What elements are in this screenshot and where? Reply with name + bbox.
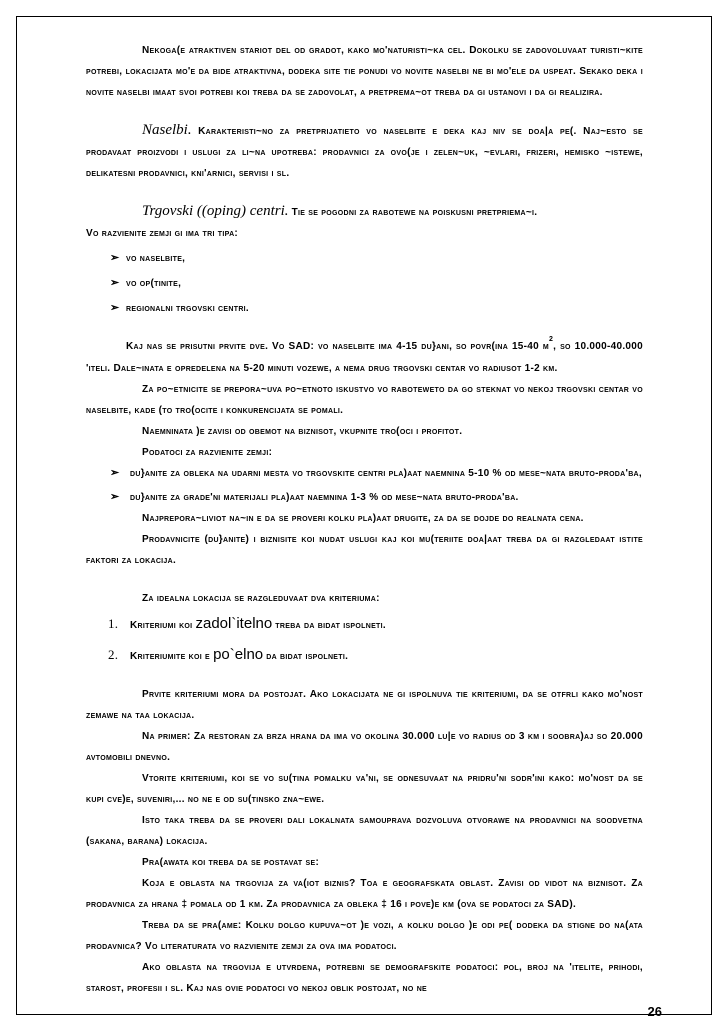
list-item: 1. Kriteriumi koi zadol`itelno treba da bidat ispolneti. bbox=[108, 615, 386, 632]
paragraph-pocetnici: Za po~etnicite se prepora~uva po~etnoto iskustvo vo raboteweto da go steknat vo nekoj trgovski centar vo naselbite, kade (to tro(ocite i konkurencijata se pomali. bbox=[86, 384, 643, 416]
list-item: 2. Kriteriumite koi e po`elno da bidat ispolneti. bbox=[108, 646, 349, 663]
paragraph-prasawata: Pra(awata koi treba da se postavat se: bbox=[142, 857, 320, 868]
paragraph-naemnina: Naemninata )e zavisi od obemot na biznisot, vkupnite tro(oci i profitot. bbox=[142, 426, 463, 437]
arrow-bullet-icon: ➢ bbox=[110, 491, 120, 503]
paragraph-vtorite: Vtorite kriteriumi, koi se vo su(tina pomalku va'ni, se odnesuvaat na pridru'ni sodr'ini kako: mo'nost da se kupi cve)e, suveniri,... no ne e od su(tinsko zna~ewe. bbox=[86, 773, 643, 805]
paragraph-intro: Nekoga(e atraktiven stariot del od gradot, kako mo'naturisti~ka cel. Dokolku se zadovoluvaat turisti~kite potrebi, lokacijata mo'e da bide atraktivna, dodeka site tie ponudi vo novite naselbi ne bi mo'ele da uspeat. Sekako deka i novite naselbi imaat svoi potrebi koi treba da se zadovolat, a pretprema~ot treba da gi ustanovi i da gi realizira. bbox=[86, 45, 643, 98]
paragraph-ako: Ako oblasta na trgovija e utvrdena, potrebni se demografskite podatoci: pol, broj na 'itelite, prihodi, starost, profesii i sl. Kaj nas ovie podatoci vo nekoj oblik postojat, no ne bbox=[86, 962, 643, 994]
paragraph-trgovski bbox=[86, 201, 643, 223]
list-item: ➢ vo op(tinite, bbox=[86, 273, 643, 294]
paragraph-koja: Koja e oblasta na trgovija za va(iot biznis? Toa e geografskata oblast. Zavisi od vidot na biznisot. Za prodavnica za hrana ‡ pomala od 1 km. Za prodavnica za obleka ‡ 16 i pove)e km (ova se podatoci za SAD). bbox=[86, 878, 643, 910]
paragraph-podatoci: Podatoci za razvienite zemji: bbox=[142, 447, 273, 458]
paragraph-isto: Isto taka treba da se proveri dali lokalnata samouprava dozvoluva otvorawe na prodavnici na soodvetna (sakana, barana) lokacija. bbox=[86, 815, 643, 847]
list-item: ➢ du}anite za obleka na udarni mesta vo trgovskite centri pla)aat naemnina 5-10 % od mese~nata bruto-proda'ba, bbox=[86, 463, 643, 484]
paragraph-primer: Na primer: Za restoran za brza hrana da ima vo okolina 30.000 lu|e vo radius od 3 km i soobra)aj so 20.000 avtomobili dnevno. bbox=[86, 731, 643, 763]
heading-trgovski-centri: Trgovski ((oping) centri. bbox=[142, 203, 289, 219]
rent-list bbox=[86, 463, 643, 508]
list-item: ➢ regionalni trgovski centri. bbox=[86, 298, 643, 319]
list-number: 1. bbox=[108, 616, 119, 631]
paragraph-treba: Treba da se pra(ame: Kolku dolgo kupuva~ot )e vozi, a kolku dolgo )e odi pe( dodeka da stigne do na(ata prodavnica? Vo literaturata vo razvienite zemji za ova ima podatoci. bbox=[86, 920, 643, 952]
superscript: 2 bbox=[548, 336, 554, 343]
arrow-bullet-icon: ➢ bbox=[110, 252, 120, 264]
arrow-bullet-icon: ➢ bbox=[110, 277, 120, 289]
paragraph-idealna: Za idealna lokacija se razgleduvaat dva kriteriuma: bbox=[142, 593, 380, 604]
center-types-list bbox=[86, 248, 643, 319]
arrow-bullet-icon: ➢ bbox=[110, 302, 120, 314]
naselbi-text: Karakteristi~no za pretprijatieto vo naselbite e deka kaj niv se doa|a pe(. Naj~esto se prodavaat proizvodi i uslugi za li~na upotreba: prodavnici za ovo(je i zelen~uk, ~evlari, frizeri, hemisko ~istewe, delikatesni prodavnici, kni'arnici, servisi i sl. bbox=[86, 126, 643, 179]
paragraph-najpreporacliv: Najprepora~liviot na~in e da se proveri kolku pla)aat drugite, za da se dojde do realnata cena. bbox=[142, 513, 584, 524]
paragraph-tipovi: Vo razvienite zemji gi ima tri tipa: bbox=[86, 228, 239, 239]
trgovski-text: Tie se pogodni za rabotewe na poiskusni pretpriema~i. bbox=[288, 207, 538, 218]
document-body bbox=[86, 40, 643, 999]
paragraph-sad: Kaj nas se prisutni prvite dve. Vo SAD: vo naselbite ima 4-15 du}ani, so povr(ina 15-40 $m^2$, so 10.000-40.000 'iteli. Dale~inata e opredelena na 5-20 minuti vozewe, a nema drug trgovski centar vo radiusot 1-2 km. bbox=[86, 336, 643, 374]
list-number: 2. bbox=[108, 647, 119, 662]
page-number: 26 bbox=[647, 1004, 662, 1019]
paragraph-prodavnici: Prodavnicite (du}anite) i biznisite koi nudat uslugi kaj koi mu(teriite doa|aat treba da gi razgledaat istite faktori za lokacija. bbox=[86, 534, 643, 566]
list-item: ➢ du}anite za grade'ni materijali pla)aat naemnina 1-3 % od mese~nata bruto-proda'ba. bbox=[86, 487, 643, 508]
criteria-list bbox=[86, 613, 643, 667]
paragraph-naselbi bbox=[86, 120, 643, 184]
list-item: ➢ vo naselbite, bbox=[86, 248, 643, 269]
heading-naselbi: Naselbi. bbox=[142, 122, 192, 138]
arrow-bullet-icon: ➢ bbox=[110, 467, 120, 479]
paragraph-prvite: Prvite kriteriumi mora da postojat. Ako lokacijata ne gi ispolnuva tie kriteriumi, da se otfrli kako mo'nost zemawe na taa lokacija. bbox=[86, 689, 643, 721]
